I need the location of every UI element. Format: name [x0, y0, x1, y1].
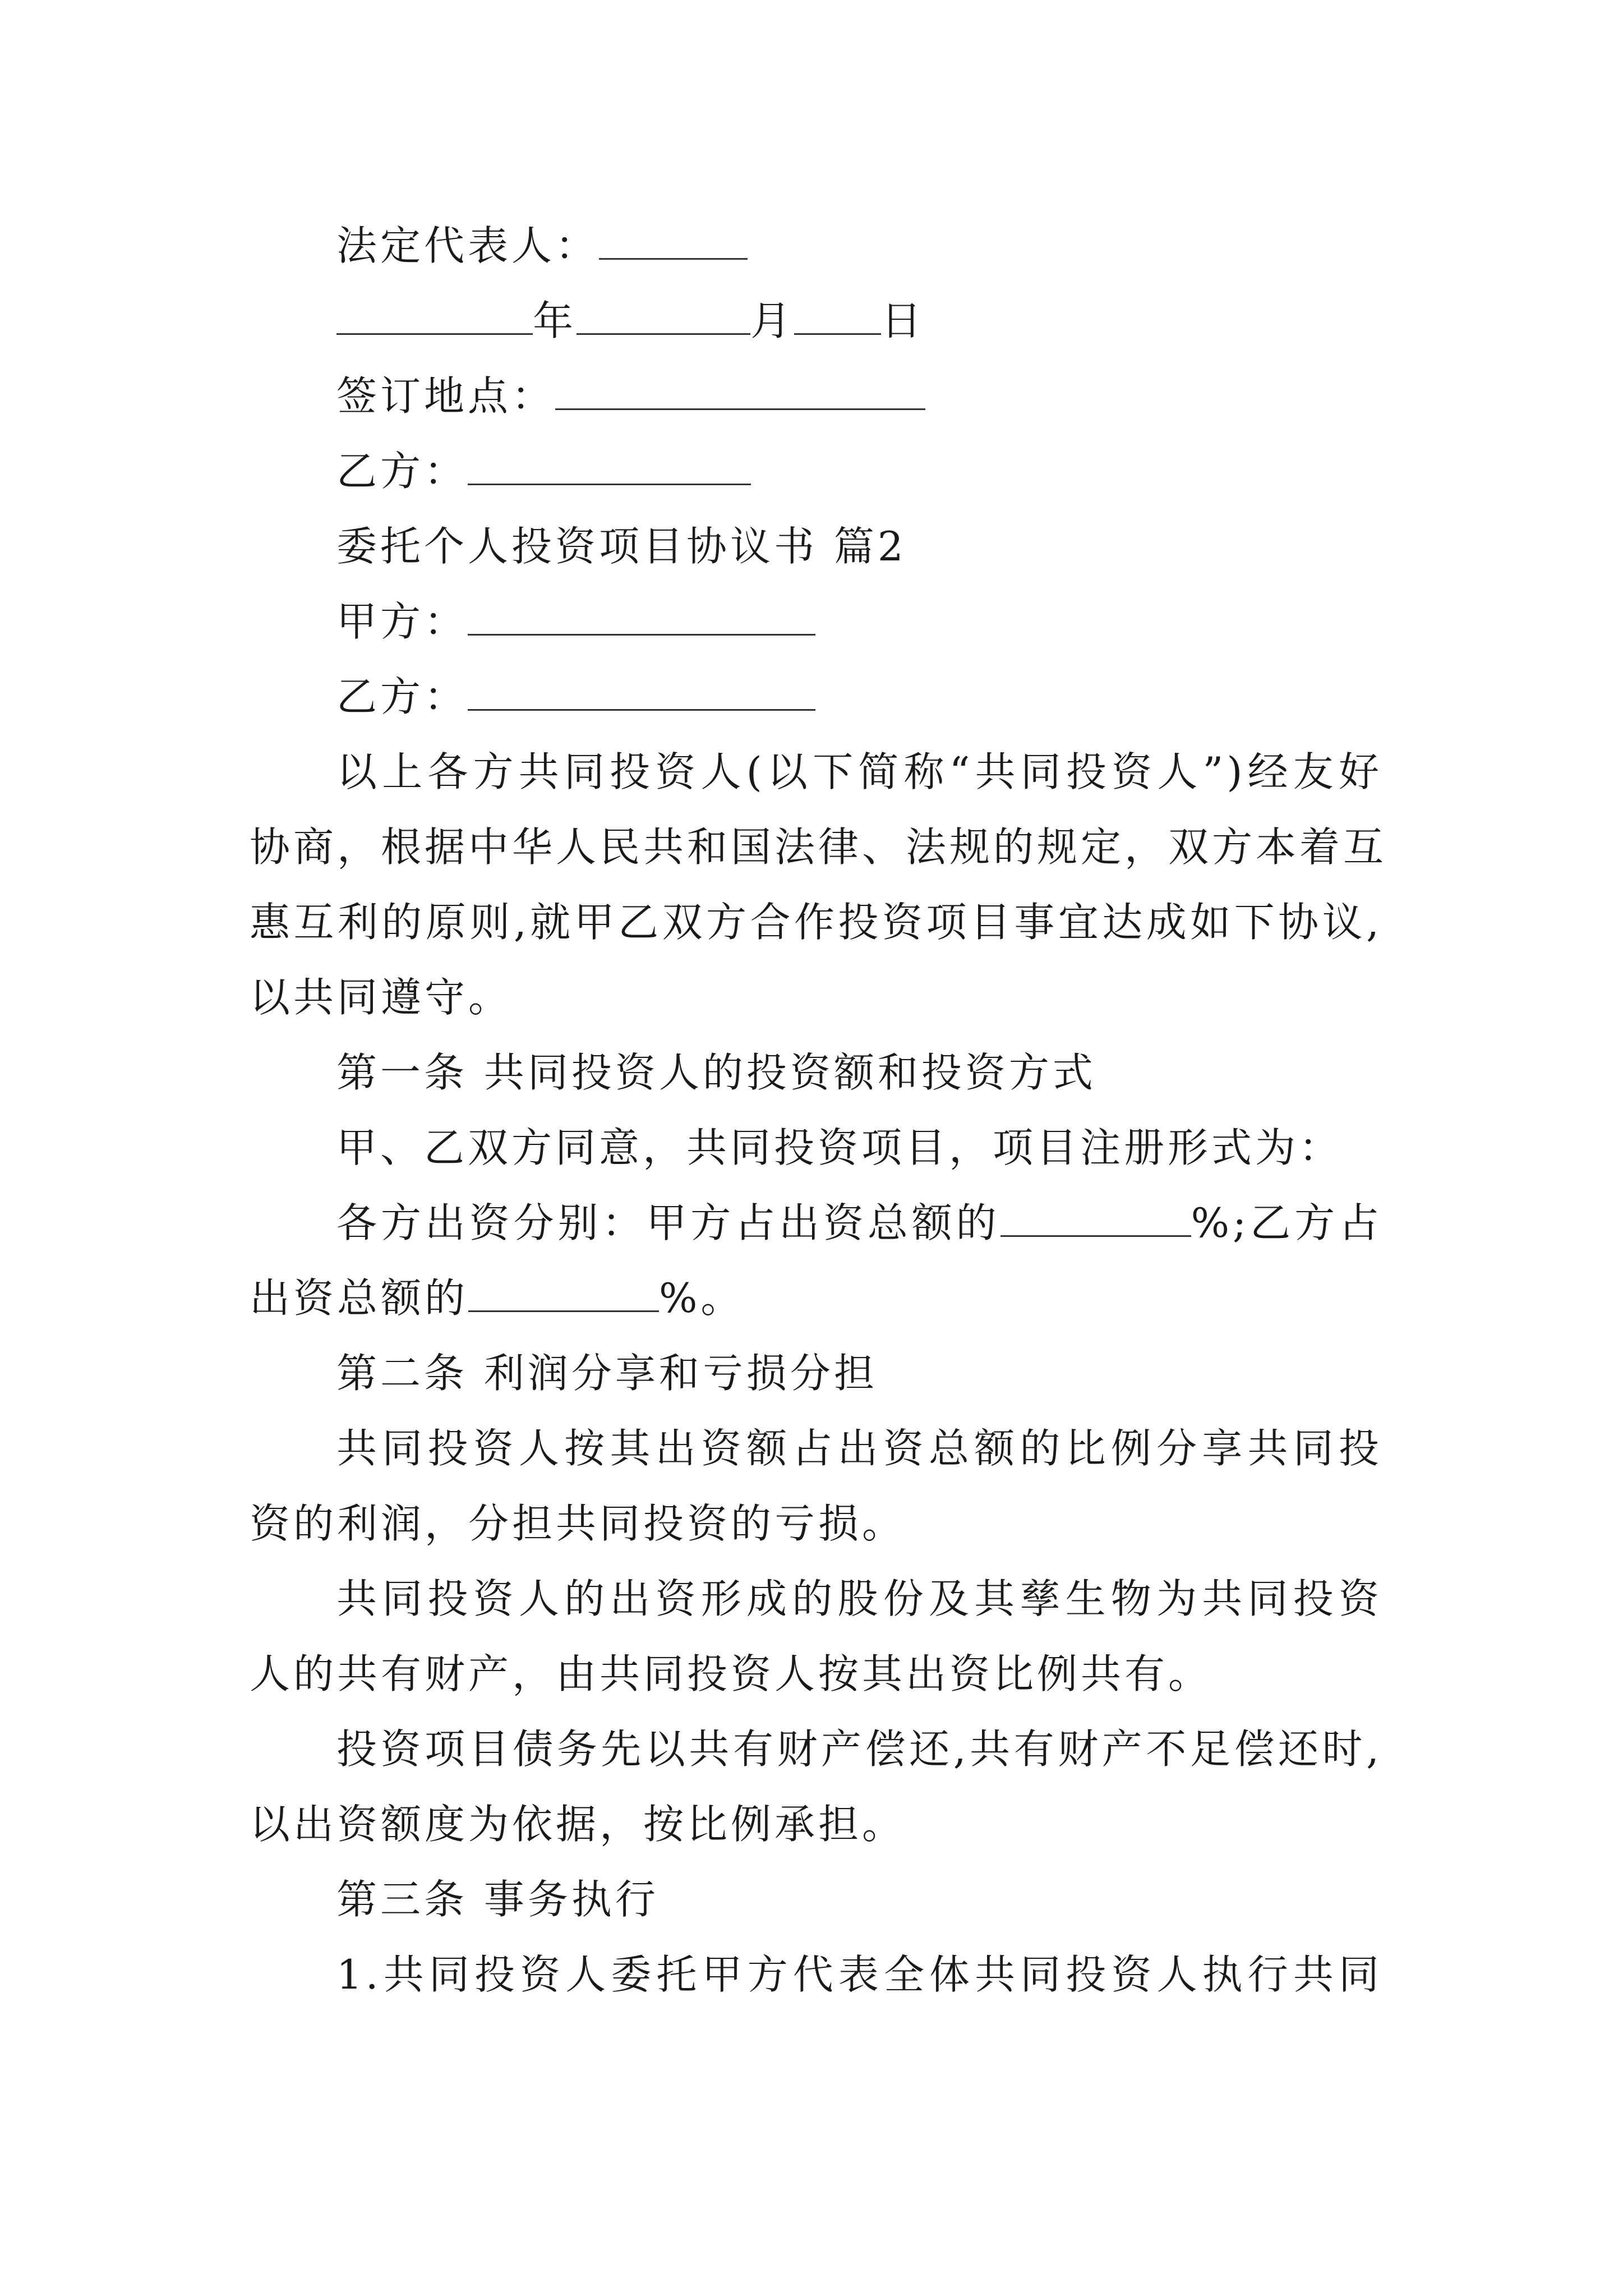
article-2-p3-line-1: 投资项目债务先以共有财产偿还,共有财产不足偿还时, — [336, 1726, 1382, 1773]
article-1-paragraph-2-line-2 — [250, 1270, 1382, 1326]
day-blank[interactable] — [794, 297, 881, 335]
article-1-p2-part-b: %;乙方占 — [1191, 1199, 1382, 1246]
article-1-paragraph-2-line-1 — [336, 1195, 1382, 1251]
preamble-line-2: 协商，根据中华人民共和国法律、法规的规定，双方本着互 — [250, 823, 1387, 871]
article-3-paragraph-1: 1.共同投资人委托甲方代表全体共同投资人执行共同 — [336, 1951, 1382, 1998]
preamble-line-3: 惠互利的原则,就甲乙双方合作投资项目事宜达成如下协议, — [250, 899, 1382, 946]
section-title: 委托个人投资项目协议书 篇2 — [336, 523, 907, 570]
party-b-blank[interactable] — [468, 673, 815, 711]
party-b-signature-label: 乙方： — [336, 448, 468, 495]
party-b-label: 乙方： — [336, 673, 468, 720]
article-2-p3-line-2: 以出资额度为依据，按比例承担。 — [250, 1801, 906, 1848]
year-label: 年 — [533, 297, 577, 344]
day-label: 日 — [881, 297, 925, 344]
party-b-signature-blank[interactable] — [468, 448, 751, 485]
party-b-signature-line — [336, 443, 1382, 499]
article-1-title: 第一条 共同投资人的投资额和投资方式 — [336, 1049, 1096, 1096]
party-a-blank[interactable] — [468, 598, 815, 636]
date-line — [336, 293, 1382, 349]
preamble-line-4: 以共同遵守。 — [250, 974, 513, 1021]
legal-representative-blank[interactable] — [599, 222, 748, 260]
party-a-percentage-blank[interactable] — [1000, 1199, 1191, 1237]
party-b-line — [336, 669, 1382, 725]
legal-representative-label: 法定代表人： — [336, 222, 600, 269]
article-2-p2-line-1: 共同投资人的出资形成的股份及其孳生物为共同投资 — [336, 1575, 1382, 1622]
article-2-p2-line-2: 人的共有财产，由共同投资人按其出资比例共有。 — [250, 1650, 1212, 1697]
sign-place-label: 签订地点： — [336, 372, 556, 420]
year-blank[interactable] — [336, 297, 533, 335]
article-2-p1-line-2: 资的利润，分担共同投资的亏损。 — [250, 1500, 906, 1547]
legal-representative-line — [336, 218, 1382, 274]
article-3-title: 第三条 事务执行 — [336, 1876, 659, 1923]
sign-place-line — [336, 368, 1382, 424]
party-a-line — [336, 593, 1382, 650]
article-1-p2-part-a: 各方出资分别：甲方占出资总额的 — [336, 1199, 1000, 1246]
party-b-percentage-blank[interactable] — [468, 1274, 659, 1312]
article-2-p1-line-1: 共同投资人按其出资额占出资总额的比例分享共同投 — [336, 1425, 1382, 1472]
article-1-p2-part-d: %。 — [659, 1274, 745, 1322]
preamble-line-1: 以上各方共同投资人(以下简称“共同投资人”)经友好 — [336, 748, 1382, 795]
article-2-title: 第二条 利润分享和亏损分担 — [336, 1350, 878, 1397]
party-a-label: 甲方： — [336, 598, 468, 645]
month-label: 月 — [750, 297, 795, 344]
article-1-p2-part-c: 出资总额的 — [250, 1274, 469, 1322]
article-1-paragraph-1: 甲、乙双方同意，共同投资项目，项目注册形式为： — [336, 1124, 1343, 1171]
sign-place-blank[interactable] — [555, 372, 925, 410]
month-blank[interactable] — [577, 297, 750, 335]
